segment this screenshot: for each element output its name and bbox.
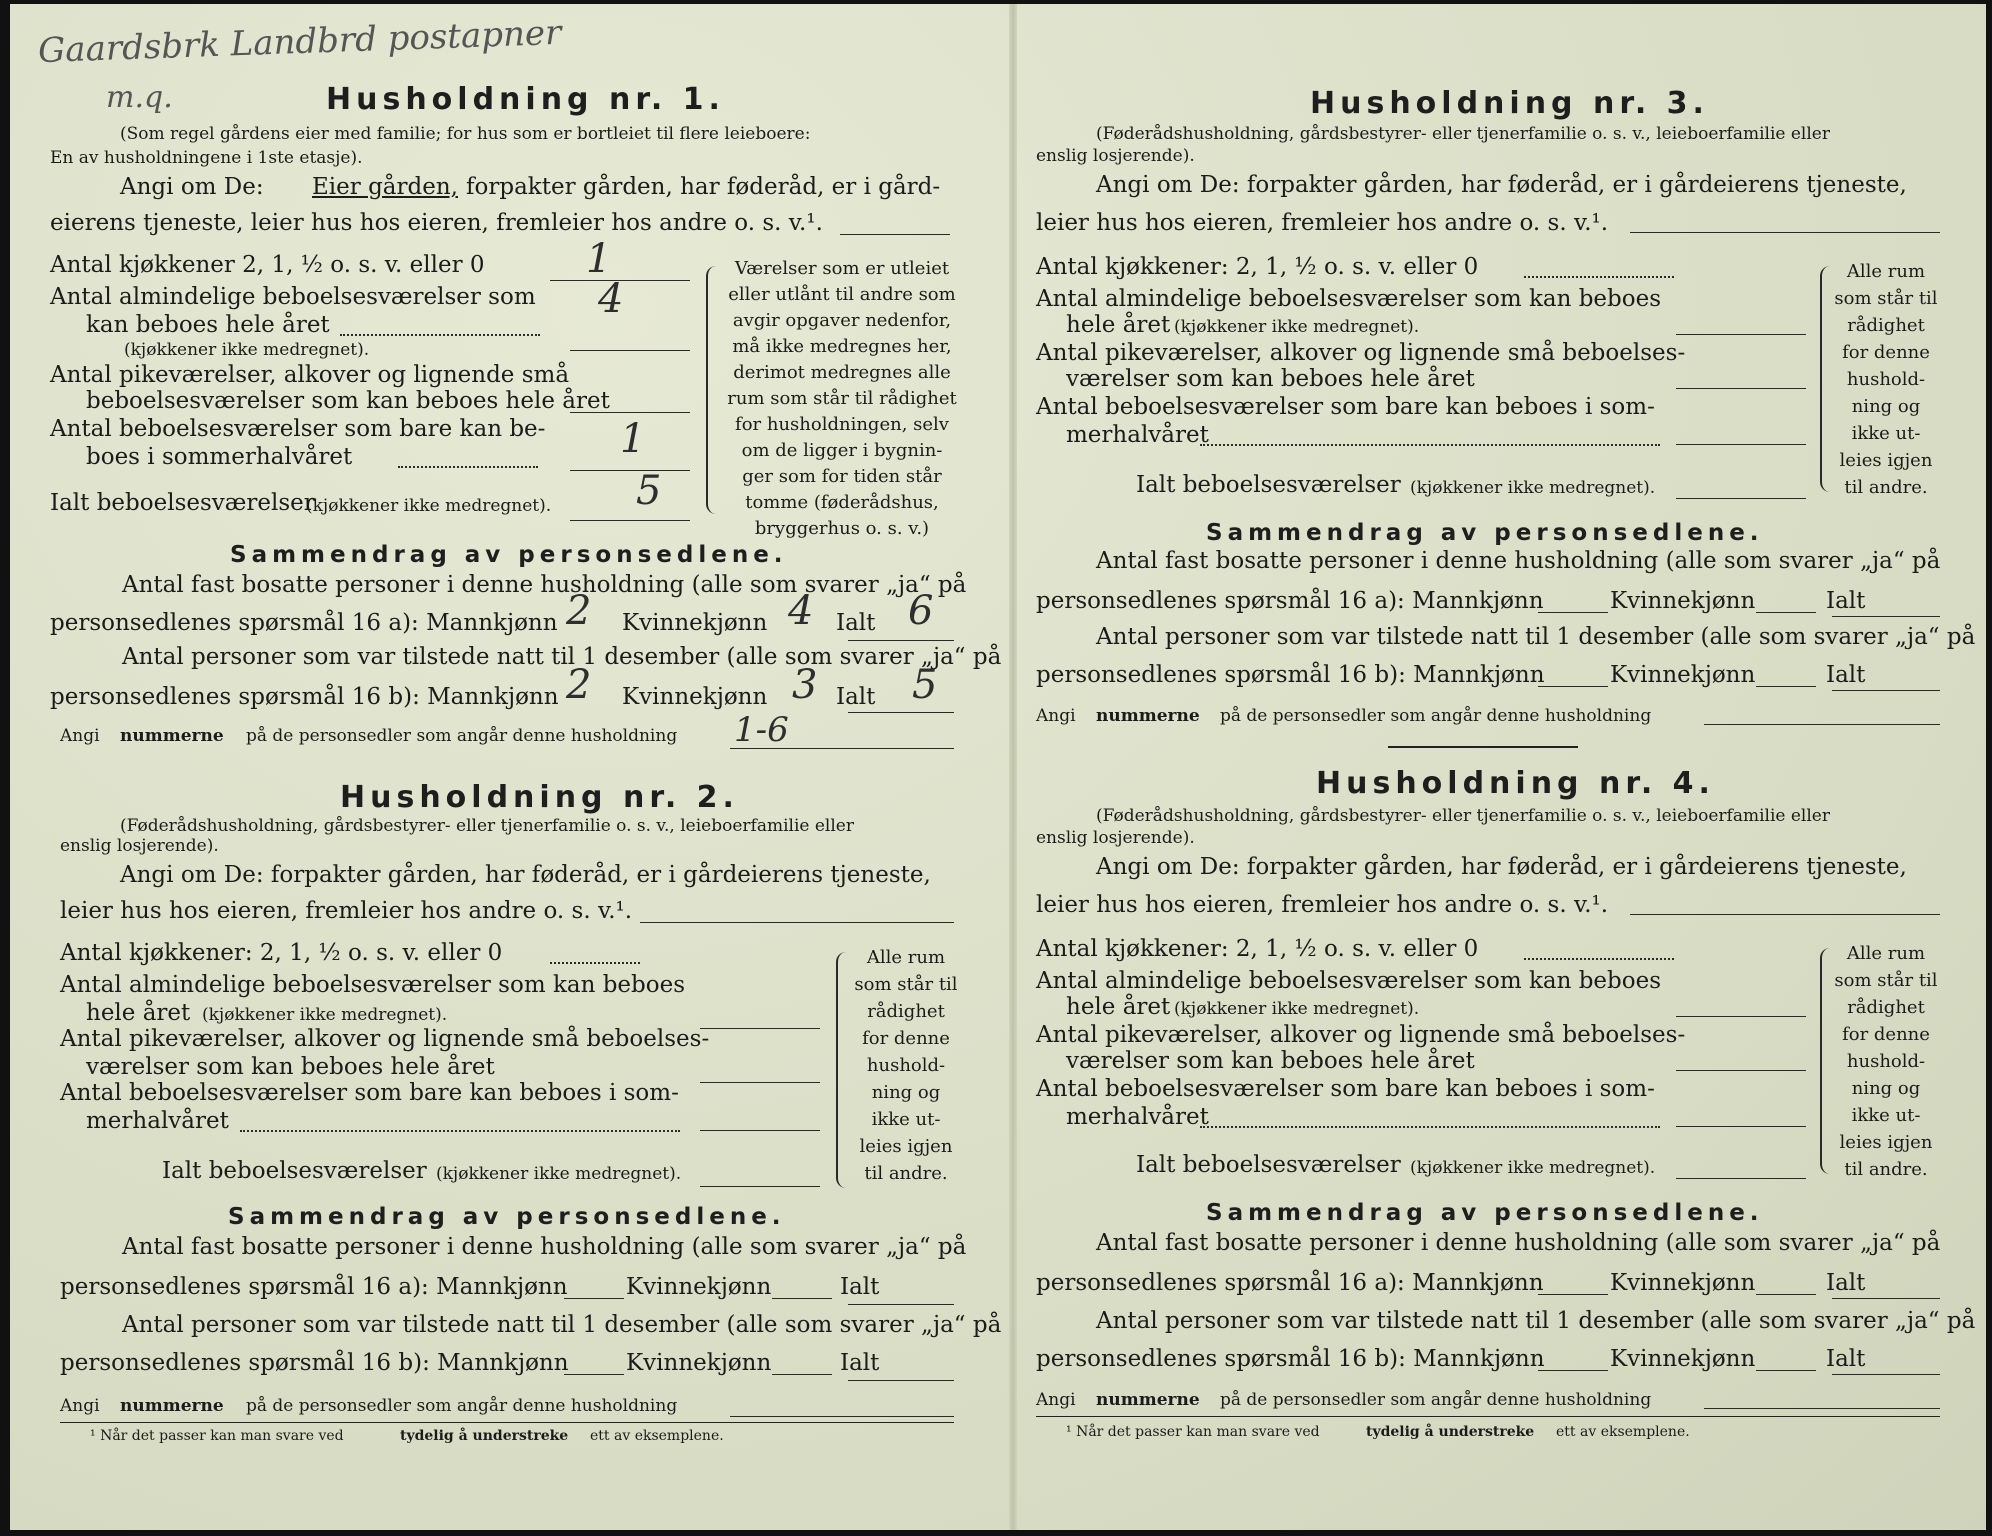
h1-side-note-line: derimot medregnes alle — [733, 362, 951, 383]
h2-side-note-line: for denne — [862, 1028, 950, 1049]
h4-side-note-line: leies igjen — [1839, 1132, 1933, 1153]
right-footnote-c: ett av eksemplene. — [1556, 1424, 1690, 1440]
household-1-tils-kv: Kvinnekjønn — [622, 684, 768, 710]
household-3-fast-m-rule — [1538, 612, 1608, 613]
household-1-sammendrag: Sammendrag av personsedlene. — [230, 542, 788, 568]
household-2-sammendrag: Sammendrag av personsedlene. — [228, 1204, 786, 1230]
household-3-tils-rule — [1832, 690, 1940, 691]
household-4-kjokken: Antal kjøkkener: 2, 1, ½ o. s. v. eller 0 — [1036, 936, 1479, 962]
household-2-fast-2: personsedlenes spørsmål 16 a): Mannkjønn — [60, 1274, 568, 1300]
household-1-nummer-answer: 1-6 — [734, 710, 789, 750]
household-1-fast-m-answer: 2 — [566, 588, 592, 634]
household-2-nummer-a: Angi — [60, 1396, 100, 1416]
household-2-ialt-label: Ialt beboelsesværelser — [162, 1158, 427, 1184]
household-4-tils-kv: Kvinnekjønn — [1610, 1346, 1756, 1372]
household-4-side-note — [1826, 940, 1946, 1183]
household-4-sammendrag: Sammendrag av personsedlene. — [1206, 1200, 1764, 1226]
household-4-angi-2: leier hus hos eieren, fremleier hos andre o. s. v.¹. — [1036, 892, 1609, 918]
household-1-sommer-2: boes i sommerhalvåret — [86, 444, 353, 470]
household-1-fast-ialt: Ialt — [836, 610, 876, 636]
household-3-sommer-rule — [1676, 444, 1806, 445]
household-1-fast-2: personsedlenes spørsmål 16 a): Mannkjønn — [50, 610, 558, 636]
left-footnote-separator — [60, 1422, 954, 1423]
household-1-intro-2: En av husholdningene i 1ste etasje). — [50, 148, 363, 168]
household-3-nummer-b: nummerne — [1096, 706, 1200, 726]
household-2-fast-k-rule — [772, 1298, 832, 1299]
h3-side-note-line: ning og — [1851, 396, 1921, 417]
household-1-pike-rule — [570, 412, 690, 413]
household-2-angi-rule — [640, 922, 954, 923]
census-form-sheet — [10, 4, 1986, 1530]
household-4-ialt-small: (kjøkkener ikke medregnet). — [1410, 1158, 1656, 1178]
household-3-tils-ialt: Ialt — [1826, 662, 1866, 688]
household-2-fast-1: Antal fast bosatte personer i denne husholdning (alle som svarer „ja“ på — [122, 1234, 967, 1260]
household-2-nummer-rule — [730, 1416, 954, 1417]
household-2-kjokken-dots — [550, 962, 640, 964]
household-1-angi-rest: forpakter gården, har føderåd, er i gård- — [466, 174, 941, 200]
household-3-sammendrag: Sammendrag av personsedlene. — [1206, 520, 1764, 546]
household-1-eier-underlined: Eier gården, — [312, 174, 458, 200]
household-3-tils-1: Antal personer som var tilstede natt til 1 desember (alle som svarer „ja“ på — [1096, 624, 1976, 650]
household-1-tils-rule — [848, 712, 954, 713]
household-3-pike-2: værelser som kan beboes hele året — [1066, 366, 1475, 392]
left-page — [10, 4, 1000, 1530]
household-3-fast-1: Antal fast bosatte personer i denne husholdning (alle som svarer „ja“ på — [1096, 548, 1941, 574]
household-3-tils-2: personsedlenes spørsmål 16 b): Mannkjønn — [1036, 662, 1545, 688]
h1-side-note-line: om de ligger i bygnin- — [741, 440, 943, 461]
household-1-tils-m-answer: 2 — [566, 662, 592, 708]
left-footnote-a: ¹ Når det passer kan man svare ved — [90, 1428, 344, 1444]
household-3-fast-k-rule — [1756, 612, 1816, 613]
household-1-sommer-dots — [398, 466, 538, 468]
household-3-angi-rule — [1630, 232, 1940, 233]
h3-side-note-line: som står til — [1834, 288, 1938, 309]
household-2-ialt-small: (kjøkkener ikke medregnet). — [436, 1164, 682, 1184]
right-footnote-separator — [1036, 1416, 1940, 1417]
h1-side-note-line: bryggerhus o. s. v.) — [754, 518, 930, 539]
household-1-fast-i-answer: 6 — [908, 588, 934, 634]
household-4-sommer-dots — [1200, 1126, 1660, 1128]
h1-side-note-line: Værelser som er utleiet — [734, 258, 950, 279]
h1-side-note-line: eller utlånt til andre som — [728, 284, 956, 305]
household-4-tils-2: personsedlenes spørsmål 16 b): Mannkjønn — [1036, 1346, 1545, 1372]
household-1-sommer-rule — [570, 470, 690, 471]
household-2-intro-2: enslig losjerende). — [60, 836, 219, 856]
household-3-fast-kv: Kvinnekjønn — [1610, 588, 1756, 614]
h2-side-note-line: ning og — [871, 1082, 941, 1103]
household-4-tils-1: Antal personer som var tilstede natt til 1 desember (alle som svarer „ja“ på — [1096, 1308, 1976, 1334]
household-1-title: Husholdning nr. 1. — [326, 82, 725, 117]
household-1-tils-2: personsedlenes spørsmål 16 b): Mannkjønn — [50, 684, 559, 710]
household-1-fast-1: Antal fast bosatte personer i denne husholdning (alle som svarer „ja“ på — [122, 572, 967, 598]
household-2-ialt-rule — [700, 1186, 820, 1187]
household-4-fast-2: personsedlenes spørsmål 16 a): Mannkjønn — [1036, 1270, 1544, 1296]
household-1-tils-k-answer: 3 — [792, 662, 818, 708]
household-3-ialt-label: Ialt beboelsesværelser — [1136, 472, 1401, 498]
household-2-alm-3: (kjøkkener ikke medregnet). — [202, 1005, 448, 1025]
household-4-nummer-rule — [1704, 1408, 1940, 1409]
h3-side-note-line: ikke ut- — [1851, 423, 1921, 444]
household-2-fast-rule — [848, 1304, 954, 1305]
h1-side-note-line: ger som for tiden står — [742, 466, 942, 487]
household-1-angi-label: Angi om De: — [120, 174, 264, 200]
h4-side-note-line: ning og — [1851, 1078, 1921, 1099]
h3-side-note-line: leies igjen — [1839, 450, 1933, 471]
h2-side-note-line: leies igjen — [859, 1136, 953, 1157]
household-4-alm-2: hele året — [1066, 994, 1171, 1020]
households-separator — [1388, 746, 1578, 748]
household-2-sommer-rule — [700, 1130, 820, 1131]
h3-side-note-line: rådighet — [1847, 315, 1925, 336]
household-3-ialt-rule — [1676, 498, 1806, 499]
h2-side-note-line: rådighet — [867, 1001, 945, 1022]
household-1-fast-kv: Kvinnekjønn — [622, 610, 768, 636]
household-3-pike-1: Antal pikeværelser, alkover og lignende små beboelses- — [1036, 340, 1686, 366]
household-2-tils-m-rule — [564, 1374, 624, 1375]
h3-side-note-line: Alle rum — [1846, 261, 1926, 282]
h2-side-note-line: Alle rum — [866, 947, 946, 968]
household-1-nummer-b: nummerne — [120, 726, 224, 746]
household-1-kjokken-label: Antal kjøkkener 2, 1, ½ o. s. v. eller 0 — [50, 252, 485, 278]
household-3-title: Husholdning nr. 3. — [1310, 86, 1709, 121]
household-1-intro-1: (Som regel gårdens eier med familie; for hus som er bortleiet til flere leieboere: — [120, 124, 811, 144]
household-1-tils-ialt: Ialt — [836, 684, 876, 710]
h3-side-note-line: til andre. — [1844, 477, 1928, 498]
h2-side-note-line: ikke ut- — [871, 1109, 941, 1130]
household-2-alm-2: hele året — [86, 1000, 191, 1026]
household-1-side-note — [722, 256, 962, 542]
household-4-intro-2: enslig losjerende). — [1036, 828, 1195, 848]
household-4-angi-rule — [1630, 914, 1940, 915]
household-2-tils-ialt: Ialt — [840, 1350, 880, 1376]
household-3-sommer-dots — [1200, 444, 1660, 446]
household-1-brace — [706, 266, 718, 514]
left-footnote-c: ett av eksemplene. — [590, 1428, 724, 1444]
household-3-nummer-a: Angi — [1036, 706, 1076, 726]
h1-side-note-line: må ikke medregnes her, — [732, 336, 952, 357]
household-1-ialt-rule — [570, 520, 690, 521]
household-4-tils-ialt: Ialt — [1826, 1346, 1866, 1372]
household-4-kjokken-dots — [1524, 958, 1674, 960]
household-1-fast-k-answer: 4 — [788, 588, 814, 634]
household-4-fast-m-rule — [1538, 1294, 1608, 1295]
household-1-tils-i-answer: 5 — [912, 662, 938, 708]
h1-side-note-line: rum som står til rådighet — [727, 388, 957, 409]
h1-side-note-line: tomme (føderådshus, — [745, 492, 939, 513]
household-1-pike-1: Antal pikeværelser, alkover og lignende små — [50, 362, 570, 388]
household-3-tils-k-rule — [1756, 686, 1816, 687]
h4-side-note-line: ikke ut- — [1851, 1105, 1921, 1126]
household-2-sommer-1: Antal beboelsesværelser som bare kan beboes i som- — [60, 1080, 679, 1106]
household-3-sommer-1: Antal beboelsesværelser som bare kan beboes i som- — [1036, 394, 1655, 420]
household-1-sommer-1: Antal beboelsesværelser som bare kan be- — [50, 416, 546, 442]
household-1-fast-rule — [848, 640, 954, 641]
household-4-pike-2: værelser som kan beboes hele året — [1066, 1048, 1475, 1074]
right-page — [1020, 4, 1986, 1530]
household-2-intro-1: (Føderådshusholdning, gårdsbestyrer- eller tjenerfamilie o. s. v., leieboerfamilie eller — [120, 816, 854, 836]
household-4-alm-1: Antal almindelige beboelsesværelser som kan beboes — [1036, 968, 1662, 994]
handwritten-initials: m.q. — [106, 80, 173, 115]
household-3-angi-2: leier hus hos eieren, fremleier hos andre o. s. v.¹. — [1036, 210, 1609, 236]
right-footnote-b: tydelig å understreke — [1366, 1424, 1535, 1440]
household-4-fast-1: Antal fast bosatte personer i denne husholdning (alle som svarer „ja“ på — [1096, 1230, 1941, 1256]
right-footnote-a: ¹ Når det passer kan man svare ved — [1066, 1424, 1320, 1440]
h1-side-note-line: for husholdningen, selv — [735, 414, 949, 435]
household-4-tils-k-rule — [1756, 1370, 1816, 1371]
h4-side-note-line: hushold- — [1846, 1051, 1926, 1072]
h2-side-note-line: til andre. — [864, 1163, 948, 1184]
household-4-nummer-b: nummerne — [1096, 1390, 1200, 1410]
household-2-side-note — [846, 944, 966, 1187]
h4-side-note-line: som står til — [1834, 970, 1938, 991]
household-1-pike-2: beboelsesværelser som kan beboes hele året — [86, 388, 610, 414]
household-2-nummer-c: på de personsedler som angår denne husholdning — [246, 1396, 678, 1416]
household-2-tils-kv: Kvinnekjønn — [626, 1350, 772, 1376]
household-2-fast-m-rule — [564, 1298, 624, 1299]
h4-side-note-line: for denne — [1842, 1024, 1930, 1045]
left-footnote-b: tydelig å understreke — [400, 1428, 569, 1444]
household-3-intro-1: (Føderådshusholdning, gårdsbestyrer- eller tjenerfamilie o. s. v., leieboerfamilie eller — [1096, 124, 1830, 144]
household-2-fast-ialt: Ialt — [840, 1274, 880, 1300]
household-3-kjokken: Antal kjøkkener: 2, 1, ½ o. s. v. eller 0 — [1036, 254, 1479, 280]
household-4-tils-rule — [1832, 1374, 1940, 1375]
household-4-sommer-rule — [1676, 1126, 1806, 1127]
household-3-side-note — [1826, 258, 1946, 501]
household-3-fast-rule — [1832, 616, 1940, 617]
h3-side-note-line: hushold- — [1846, 369, 1926, 390]
household-2-sommer-2: merhalvåret — [86, 1108, 229, 1134]
household-3-kjokken-dots — [1524, 276, 1674, 278]
household-2-tils-2: personsedlenes spørsmål 16 b): Mannkjønn — [60, 1350, 569, 1376]
household-2-alm-rule — [700, 1028, 820, 1029]
handwritten-header-note: Gaardsbrk Landbrd postapner — [37, 12, 562, 72]
household-4-title: Husholdning nr. 4. — [1316, 766, 1715, 801]
h2-side-note-line: hushold- — [866, 1055, 946, 1076]
household-4-pike-rule — [1676, 1070, 1806, 1071]
household-1-ialt-answer: 5 — [636, 468, 662, 514]
household-2-nummer-b: nummerne — [120, 1396, 224, 1416]
household-4-alm-rule — [1676, 1016, 1806, 1017]
household-2-angi-2: leier hus hos eieren, fremleier hos andre o. s. v.¹. — [60, 898, 633, 924]
household-4-tils-m-rule — [1538, 1370, 1608, 1371]
household-4-alm-3: (kjøkkener ikke medregnet). — [1174, 999, 1420, 1019]
household-2-pike-2: værelser som kan beboes hele året — [86, 1054, 495, 1080]
household-3-alm-2: hele året — [1066, 312, 1171, 338]
h3-side-note-line: for denne — [1842, 342, 1930, 363]
household-3-pike-rule — [1676, 388, 1806, 389]
household-2-kjokken: Antal kjøkkener: 2, 1, ½ o. s. v. eller 0 — [60, 940, 503, 966]
h1-side-note-line: avgir opgaver nedenfor, — [732, 310, 952, 331]
household-2-fast-kv: Kvinnekjønn — [626, 1274, 772, 1300]
household-4-intro-1: (Føderådshusholdning, gårdsbestyrer- eller tjenerfamilie o. s. v., leieboerfamilie eller — [1096, 806, 1830, 826]
household-1-kjokken-answer: 1 — [586, 236, 612, 282]
h4-side-note-line: Alle rum — [1846, 943, 1926, 964]
household-3-alm-1: Antal almindelige beboelsesværelser som kan beboes — [1036, 286, 1662, 312]
household-4-nummer-a: Angi — [1036, 1390, 1076, 1410]
household-2-pike-1: Antal pikeværelser, alkover og lignende små beboelses- — [60, 1026, 710, 1052]
household-4-nummer-c: på de personsedler som angår denne husholdning — [1220, 1390, 1652, 1410]
household-4-ialt-label: Ialt beboelsesværelser — [1136, 1152, 1401, 1178]
household-3-sommer-2: merhalvåret — [1066, 422, 1209, 448]
household-3-fast-ialt: Ialt — [1826, 588, 1866, 614]
household-3-alm-3: (kjøkkener ikke medregnet). — [1174, 317, 1420, 337]
household-1-sommer-answer: 1 — [620, 416, 646, 462]
h4-side-note-line: rådighet — [1847, 997, 1925, 1018]
household-3-nummer-rule — [1704, 724, 1940, 725]
household-2-tils-rule — [848, 1380, 954, 1381]
household-4-angi-1: Angi om De: forpakter gården, har føderåd, er i gårdeierens tjeneste, — [1096, 854, 1907, 880]
household-4-fast-ialt: Ialt — [1826, 1270, 1866, 1296]
household-3-nummer-c: på de personsedler som angår denne husholdning — [1220, 706, 1652, 726]
household-1-angi-line-2: eierens tjeneste, leier hus hos eieren, fremleier hos andre o. s. v.¹. — [50, 210, 823, 236]
household-1-tils-1: Antal personer som var tilstede natt til 1 desember (alle som svarer „ja“ på — [122, 644, 1002, 670]
h4-side-note-line: til andre. — [1844, 1159, 1928, 1180]
household-2-title: Husholdning nr. 2. — [340, 780, 739, 815]
household-2-alm-1: Antal almindelige beboelsesværelser som kan beboes — [60, 972, 686, 998]
household-1-alm-rule — [570, 350, 690, 351]
household-3-fast-2: personsedlenes spørsmål 16 a): Mannkjønn — [1036, 588, 1544, 614]
household-1-alm-2: kan beboes hele året — [86, 312, 330, 338]
household-2-sommer-dots — [240, 1130, 680, 1132]
household-1-alm-3: (kjøkkener ikke medregnet). — [124, 340, 370, 360]
household-1-alm-1: Antal almindelige beboelsesværelser som — [50, 284, 536, 310]
household-1-alm-dots — [340, 334, 540, 336]
household-3-tils-m-rule — [1538, 686, 1608, 687]
h2-side-note-line: som står til — [854, 974, 958, 995]
household-3-ialt-small: (kjøkkener ikke medregnet). — [1410, 478, 1656, 498]
household-1-angi-rule — [840, 234, 950, 235]
household-1-alm-answer: 4 — [598, 276, 624, 322]
page-fold — [1009, 4, 1017, 1530]
household-3-alm-rule — [1676, 334, 1806, 335]
household-3-tils-kv: Kvinnekjønn — [1610, 662, 1756, 688]
household-4-pike-1: Antal pikeværelser, alkover og lignende små beboelses- — [1036, 1022, 1686, 1048]
household-4-fast-k-rule — [1756, 1294, 1816, 1295]
household-2-tils-k-rule — [772, 1374, 832, 1375]
household-4-fast-rule — [1832, 1298, 1940, 1299]
household-3-intro-2: enslig losjerende). — [1036, 146, 1195, 166]
household-1-nummer-rule — [730, 748, 954, 749]
household-1-ialt-small: (kjøkkener ikke medregnet). — [306, 496, 552, 516]
household-4-ialt-rule — [1676, 1178, 1806, 1179]
household-1-ialt-label: Ialt beboelsesværelser — [50, 490, 315, 516]
household-4-sommer-1: Antal beboelsesværelser som bare kan beboes i som- — [1036, 1076, 1655, 1102]
household-3-angi-1: Angi om De: forpakter gården, har føderåd, er i gårdeierens tjeneste, — [1096, 172, 1907, 198]
household-4-sommer-2: merhalvåret — [1066, 1104, 1209, 1130]
household-2-pike-rule — [700, 1082, 820, 1083]
household-2-angi-1: Angi om De: forpakter gården, har føderåd, er i gårdeierens tjeneste, — [120, 862, 931, 888]
household-1-nummer-a: Angi — [60, 726, 100, 746]
household-1-nummer-c: på de personsedler som angår denne husholdning — [246, 726, 678, 746]
household-4-fast-kv: Kvinnekjønn — [1610, 1270, 1756, 1296]
household-2-tils-1: Antal personer som var tilstede natt til 1 desember (alle som svarer „ja“ på — [122, 1312, 1002, 1338]
